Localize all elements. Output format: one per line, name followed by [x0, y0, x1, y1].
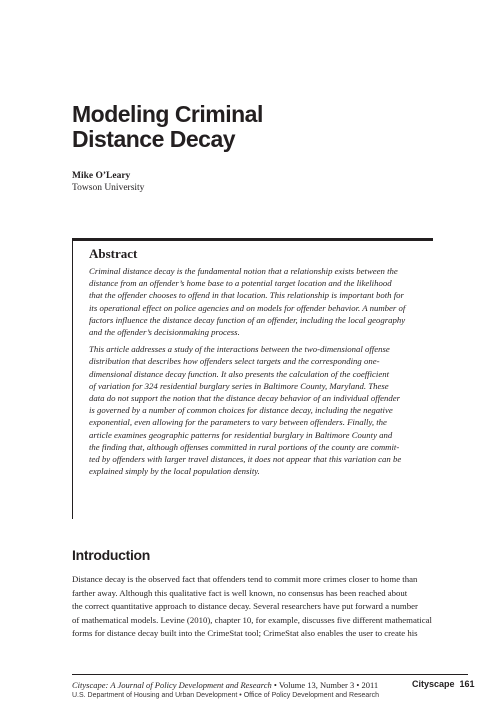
article-title [72, 102, 452, 152]
abstract-line: Criminal distance decay is the fundamental notion that a relationship exists between the [89, 266, 398, 276]
brand-name: Cityscape [412, 679, 455, 689]
abstract-line: dimensional distance decay function. It also presents the calculation of the coefficient [89, 368, 390, 379]
abstract-line: that the offender chooses to offend in that location. This relationship is important both for [89, 290, 404, 301]
abstract-line: the finding that, although offenses committed in rural portions of the county are commit- [89, 441, 400, 452]
author-affiliation: Towson University [72, 183, 145, 193]
body-line: the correct quantitative approach to distance decay. Several researchers have put forward a number [72, 601, 418, 611]
body-line: Distance decay is the observed fact that offenders tend to commit more crimes closer to home than [72, 574, 418, 584]
abstract-line: and the offender’s decisionmaking process. [89, 327, 240, 338]
body-line: forms for distance decay built into the CrimeStat tool; CrimeStat also enables the user to create his [72, 628, 418, 638]
abstract-line: is governed by a number of common choices for distance decay, including the negative [89, 405, 393, 416]
body-line: of mathematical models. Levine (2010), chapter 10, for example, discusses five different mathematical [72, 614, 432, 625]
abstract-line: distance from an offender’s home base to a potential target location and the likelihood [89, 278, 392, 289]
abstract-line: This article addresses a study of the interactions between the two-dimensional offense [89, 344, 390, 355]
abstract-line: explained simply by the local population density. [89, 466, 260, 477]
abstract-heading: Abstract [89, 246, 138, 261]
footer-rule [72, 674, 468, 675]
abstract-line: distribution that describes how offenders select targets and the corresponding one- [89, 356, 380, 367]
abstract-line: data do not support the notion that the distance decay behavior of an individual offender [89, 393, 401, 404]
abstract-side-rule [72, 238, 73, 519]
abstract-line: article examines geographic patterns for residential burglary in Baltimore County and [89, 429, 393, 440]
abstract-line: ted by offenders with larger travel distances, it does not appear that this variation can be [89, 454, 402, 465]
title-line: Modeling Criminal [72, 101, 263, 127]
footer-journal-citation [72, 680, 378, 691]
abstract-paragraph [89, 343, 433, 477]
abstract-line: its operational effect on police agencies and on models for offender behavior. A number of [89, 302, 406, 313]
abstract-paragraph [89, 265, 433, 338]
body-paragraph [72, 573, 433, 641]
abstract-body [89, 265, 433, 482]
introduction-body [72, 573, 433, 641]
title-line: Distance Decay [72, 126, 236, 152]
footer-brand [412, 679, 475, 690]
abstract-top-rule [72, 238, 433, 241]
abstract-line: of variation for 324 residential burglary series in Baltimore County, Maryland. These [89, 380, 389, 391]
journal-issue: • Volume 13, Number 3 • 2011 [271, 680, 379, 690]
author-name: Mike O’Leary [72, 171, 131, 181]
section-heading-introduction: Introduction [72, 547, 151, 563]
journal-name: Cityscape: A Journal of Policy Development and Research [72, 680, 272, 690]
body-line: farther away. Although this qualitative fact is well known, no consensus has been reached about [72, 587, 408, 598]
page-number: 161 [459, 679, 475, 689]
abstract-line: exponential, even allowing for the parameters to vary between offenders. Finally, the [89, 417, 387, 428]
footer-publisher: U.S. Department of Housing and Urban Development • Office of Policy Development and Research [72, 692, 379, 699]
abstract-line: factors influence the distance decay function of an offender, including the local geography [89, 314, 406, 325]
